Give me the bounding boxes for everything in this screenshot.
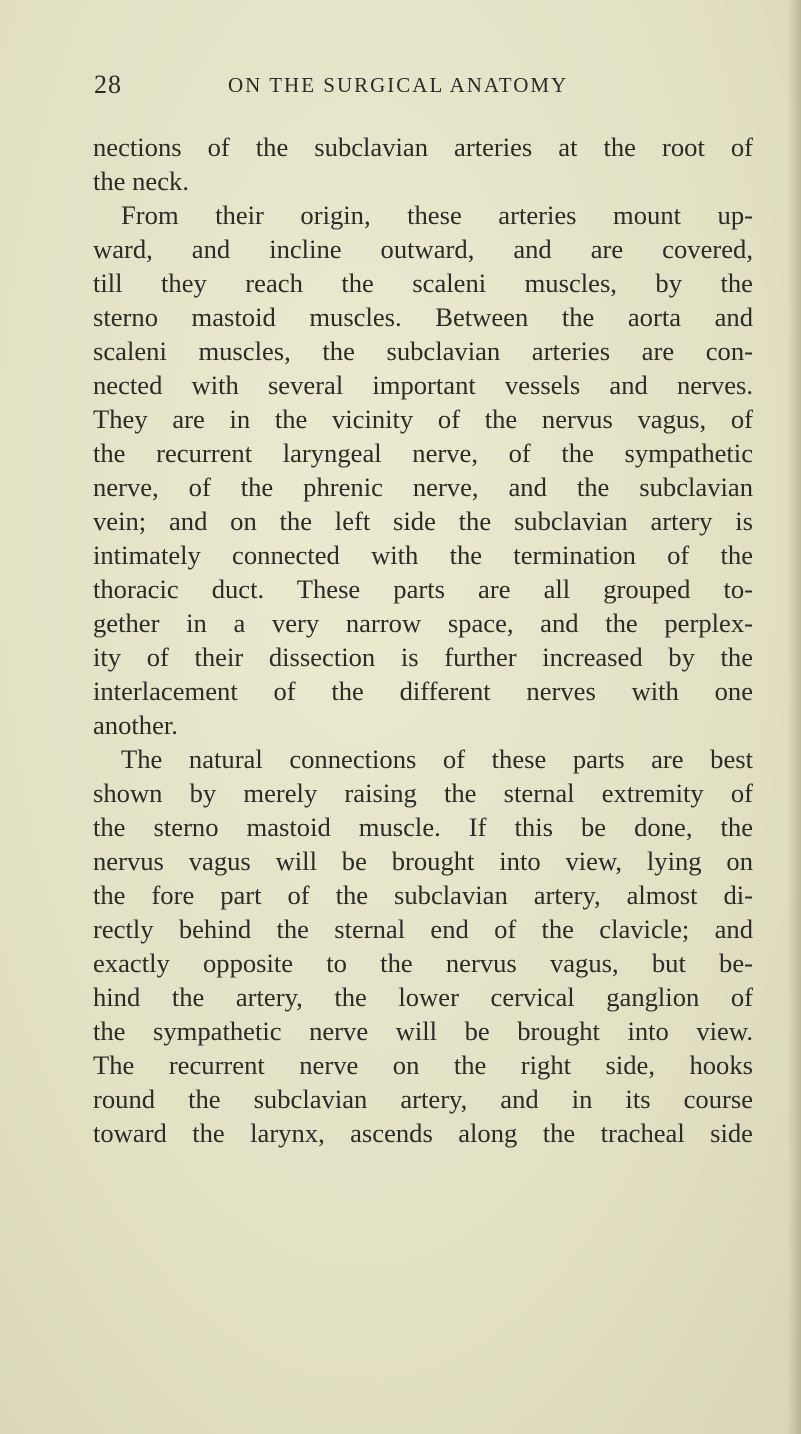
body-text [93, 130, 753, 1150]
text-line: intimately connected with the termination of the [93, 540, 753, 570]
text-line: toward the larynx, ascends along the tracheal side [93, 1118, 753, 1148]
page-edge-shadow [787, 0, 801, 1434]
text-line: vein; and on the left side the subclavian artery is [93, 506, 753, 536]
text-line: interlacement of the different nerves with one [93, 676, 753, 706]
text-line: The recurrent nerve on the right side, hooks [93, 1050, 753, 1080]
text-line: scaleni muscles, the subclavian arteries are con- [93, 336, 753, 366]
text-line: round the subclavian artery, and in its course [93, 1084, 753, 1114]
text-line: exactly opposite to the nervus vagus, but be- [93, 948, 753, 978]
text-line: hind the artery, the lower cervical ganglion of [93, 982, 753, 1012]
text-line: the fore part of the subclavian artery, almost di- [93, 880, 753, 910]
running-title: ON THE SURGICAL ANATOMY [228, 73, 569, 97]
text-line: ward, and incline outward, and are covered, [93, 234, 753, 264]
text-line: nervus vagus will be brought into view, lying on [93, 846, 753, 876]
text-line: The natural connections of these parts are best [121, 744, 753, 774]
text-line: the recurrent laryngeal nerve, of the sympathetic [93, 438, 753, 468]
text-line: rectly behind the sternal end of the clavicle; and [93, 914, 753, 944]
text-line: nerve, of the phrenic nerve, and the subclavian [93, 472, 753, 502]
text-line: another. [93, 710, 178, 740]
text-line: nections of the subclavian arteries at the root of [93, 132, 753, 162]
text-line: till they reach the scaleni muscles, by the [93, 268, 753, 298]
text-line: thoracic duct. These parts are all grouped to- [93, 574, 753, 604]
text-line: nected with several important vessels and nerves. [93, 370, 753, 400]
page-number: 28 [94, 70, 122, 99]
text-line: shown by merely raising the sternal extremity of [93, 778, 753, 808]
text-line: the sterno mastoid muscle. If this be done, the [93, 812, 753, 842]
text-line: They are in the vicinity of the nervus vagus, of [93, 404, 753, 434]
text-line: sterno mastoid muscles. Between the aorta and [93, 302, 753, 332]
text-line: ity of their dissection is further increased by the [93, 642, 753, 672]
text-line: the neck. [93, 166, 189, 196]
text-line: From their origin, these arteries mount up- [121, 200, 753, 230]
text-line: the sympathetic nerve will be brought into view. [93, 1016, 753, 1046]
text-line: gether in a very narrow space, and the perplex- [93, 608, 753, 638]
page-header [94, 70, 734, 110]
